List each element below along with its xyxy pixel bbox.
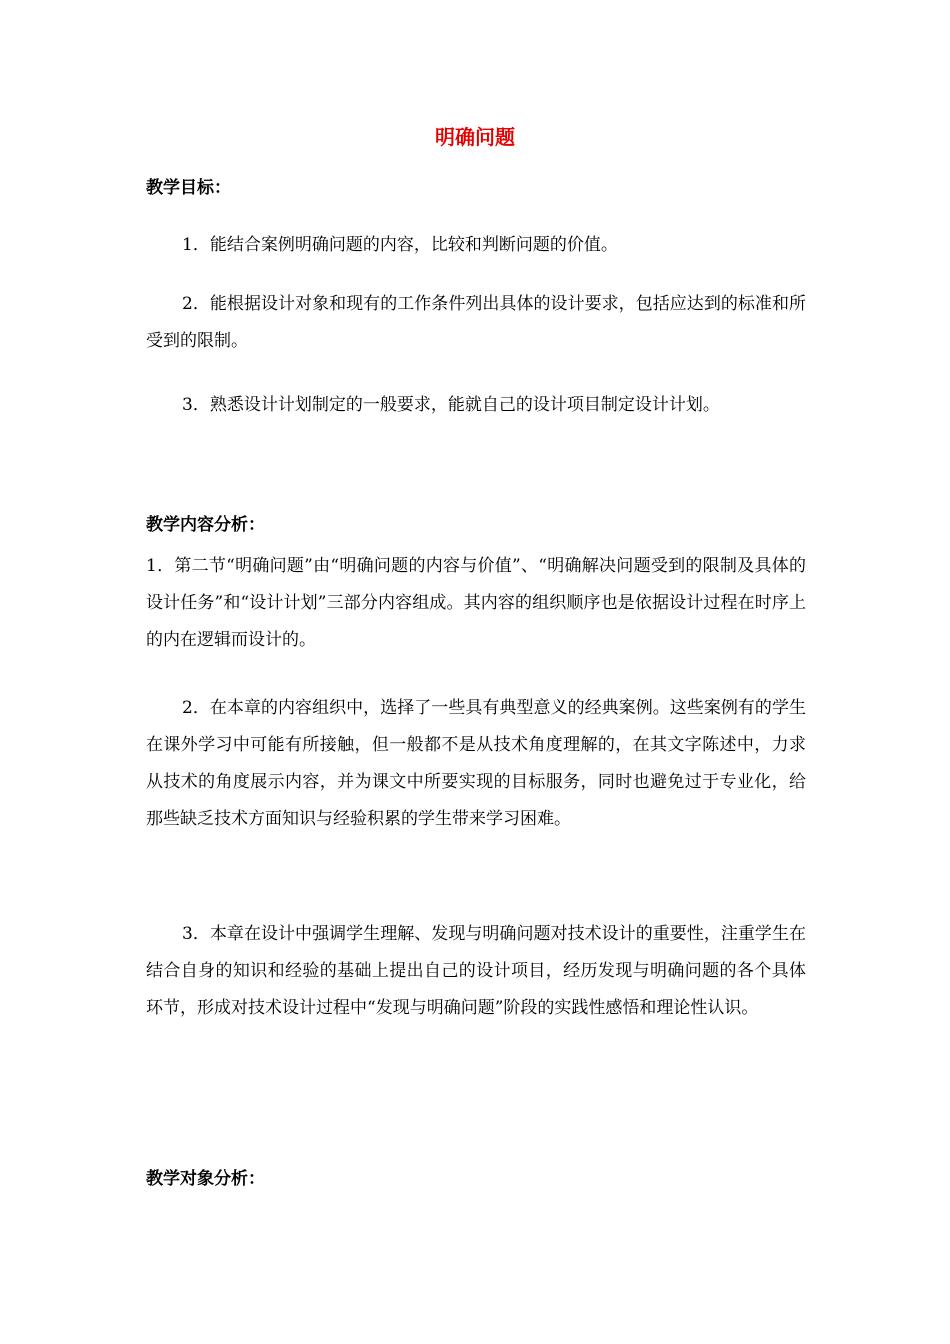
- goal-paragraph-1: 1．能结合案例明确问题的内容，比较和判断问题的价值。: [182, 235, 618, 255]
- document-title: 明确问题: [435, 125, 515, 149]
- section-heading-teaching-goals: 教学目标：: [146, 178, 231, 198]
- section-heading-audience-analysis: 教学对象分析：: [146, 1169, 265, 1189]
- goal-paragraph-2: 2．能根据设计对象和现有的工作条件列出具体的设计要求，包括应达到的标准和所受到的限制。: [146, 294, 806, 351]
- content-paragraph-3: 3．本章在设计中强调学生理解、发现与明确问题对技术设计的重要性，注重学生在结合自身的知识和经验的基础上提出自己的设计项目，经历发现与明确问题的各个具体环节，形成对技术设计过程中“发现与明确问题”阶段的实践性感悟和理论性认识。: [146, 924, 806, 1018]
- content-paragraph-2: 2．在本章的内容组织中，选择了一些具有典型意义的经典案例。这些案例有的学生在课外学习中可能有所接触，但一般都不是从技术角度理解的，在其文字陈述中，力求从技术的角度展示内容，并为课文中所要实现的目标服务，同时也避免过于专业化，给那些缺乏技术方面知识与经验积累的学生带来学习困难。: [146, 698, 806, 829]
- goal-paragraph-3: 3．熟悉设计计划制定的一般要求，能就自己的设计项目制定设计计划。: [182, 395, 720, 415]
- content-paragraph-1: 1．第二节“明确问题”由“明确问题的内容与价值”、“明确解决问题受到的限制及具体的设计任务”和“设计计划”三部分内容组成。其内容的组织顺序也是依据设计过程在时序上的内在逻辑而设计的。: [146, 556, 806, 650]
- section-heading-content-analysis: 教学内容分析：: [146, 515, 265, 535]
